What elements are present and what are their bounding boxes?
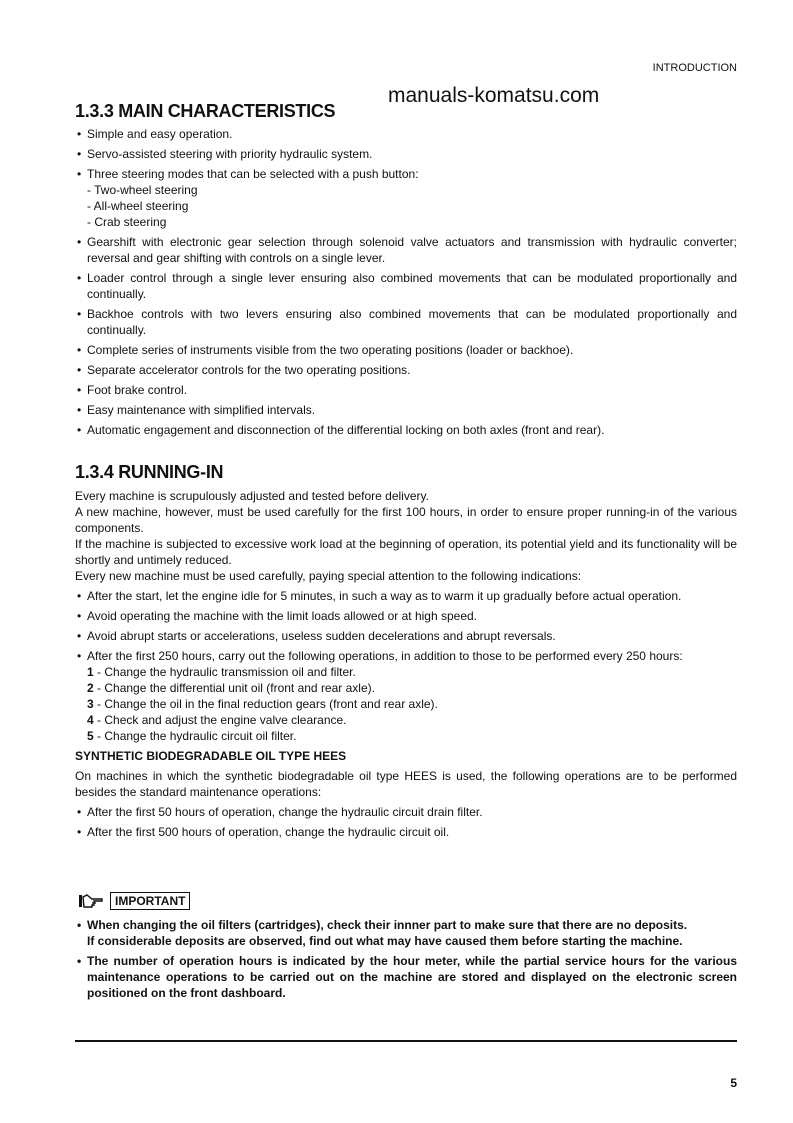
list-item-text: If considerable deposits are observed, find out what may have caused them before starting the machine. <box>87 934 683 948</box>
divider <box>75 1040 737 1042</box>
list-item: • Avoid abrupt starts or accelerations, useless sudden decelerations and abrupt reversals. <box>75 628 737 644</box>
list-item-text: • Three steering modes that can be selected with a push button: <box>87 167 419 181</box>
step-number: 3 <box>87 697 94 711</box>
heading-main-characteristics: 1.3.3 MAIN CHARACTERISTICS <box>75 101 336 121</box>
list-item <box>75 166 737 230</box>
paragraph: A new machine, however, must be used carefully for the first 100 hours, in order to ensure proper running-in of the various components. <box>75 505 737 535</box>
list-item: • Servo-assisted steering with priority hydraulic system. <box>75 146 737 162</box>
list-item: • Avoid operating the machine with the limit loads allowed or at high speed. <box>75 608 737 624</box>
list-item: • Backhoe controls with two levers ensuring also combined movements that can be modulated proportionally and continually. <box>75 306 737 338</box>
step-number: 2 <box>87 681 94 695</box>
paragraph: Every machine is scrupulously adjusted and tested before delivery. <box>75 489 429 503</box>
operation-step <box>87 728 737 744</box>
list-item <box>75 648 737 744</box>
step-text: - Change the oil in the final reduction gears (front and rear axle). <box>93 697 438 711</box>
operation-step <box>87 696 737 712</box>
list-item: • Loader control through a single lever ensuring also combined movements that can be modulated proportionally and continually. <box>75 270 737 302</box>
step-text: - Change the hydraulic circuit oil filter. <box>93 729 297 743</box>
sub-item: - Crab steering <box>87 215 167 229</box>
page-number: 5 <box>730 1076 737 1090</box>
watermark: manuals-komatsu.com <box>388 84 600 107</box>
section-header: INTRODUCTION <box>652 62 737 74</box>
operation-step <box>87 664 737 680</box>
important-list <box>75 917 737 1005</box>
list-item: • After the start, let the engine idle for 5 minutes, in such a way as to warm it up gradually before actual operation. <box>75 588 737 604</box>
sub-item: - All-wheel steering <box>87 199 189 213</box>
list-item: • Separate accelerator controls for the two operating positions. <box>75 362 737 378</box>
list-item: • The number of operation hours is indicated by the hour meter, while the partial service hours for the various maintenance operations to be carried out on the machine are stored and displayed on the electronic screen positioned on the front dashboard. <box>75 953 737 1001</box>
important-label: IMPORTANT <box>110 892 190 910</box>
list-item-text: • After the first 250 hours, carry out the following operations, in addition to those to be performed every 250 hours: <box>87 649 683 663</box>
heading-running-in: 1.3.4 RUNNING-IN <box>75 462 224 482</box>
step-text: - Change the hydraulic transmission oil and filter. <box>93 665 356 679</box>
list-item <box>75 917 737 949</box>
list-item: • Simple and easy operation. <box>75 126 737 142</box>
list-item: • Easy maintenance with simplified intervals. <box>75 402 737 418</box>
paragraph: Every new machine must be used carefully, paying special attention to the following indications: <box>75 569 582 583</box>
operation-step <box>87 712 737 728</box>
sub-item: - Two-wheel steering <box>87 183 198 197</box>
step-text: - Check and adjust the engine valve clearance. <box>93 713 347 727</box>
list-item: • After the first 500 hours of operation, change the hydraulic circuit oil. <box>75 824 737 840</box>
list-item-text: • When changing the oil filters (cartridges), check their innner part to make sure that there are no deposits. <box>87 918 688 932</box>
step-number: 4 <box>87 713 94 727</box>
important-callout <box>78 892 190 910</box>
list-item: • After the first 50 hours of operation, change the hydraulic circuit drain filter. <box>75 804 737 820</box>
list-item: • Foot brake control. <box>75 382 737 398</box>
operation-step <box>87 680 737 696</box>
step-number: 1 <box>87 665 94 679</box>
hees-heading: SYNTHETIC BIODEGRADABLE OIL TYPE HEES <box>75 749 347 763</box>
list-item: • Automatic engagement and disconnection of the differential locking on both axles (front and rear). <box>75 422 737 438</box>
step-number: 5 <box>87 729 94 743</box>
running-in-body <box>75 488 737 844</box>
paragraph: If the machine is subjected to excessive work load at the beginning of operation, its potential yield and its functionality will be shortly and untimely reduced. <box>75 537 737 567</box>
list-item: • Gearshift with electronic gear selection through solenoid valve actuators and transmission with hydraulic converter; reversal and gear shifting with controls on a single lever. <box>75 234 737 266</box>
main-characteristics-list <box>75 126 737 442</box>
list-item: • Complete series of instruments visible from the two operating positions (loader or backhoe). <box>75 342 737 358</box>
paragraph: On machines in which the synthetic biodegradable oil type HEES is used, the following operations are to be performed besides the standard maintenance operations: <box>75 769 737 799</box>
step-text: - Change the differential unit oil (front and rear axle). <box>93 681 375 695</box>
pointing-hand-icon <box>78 893 104 909</box>
